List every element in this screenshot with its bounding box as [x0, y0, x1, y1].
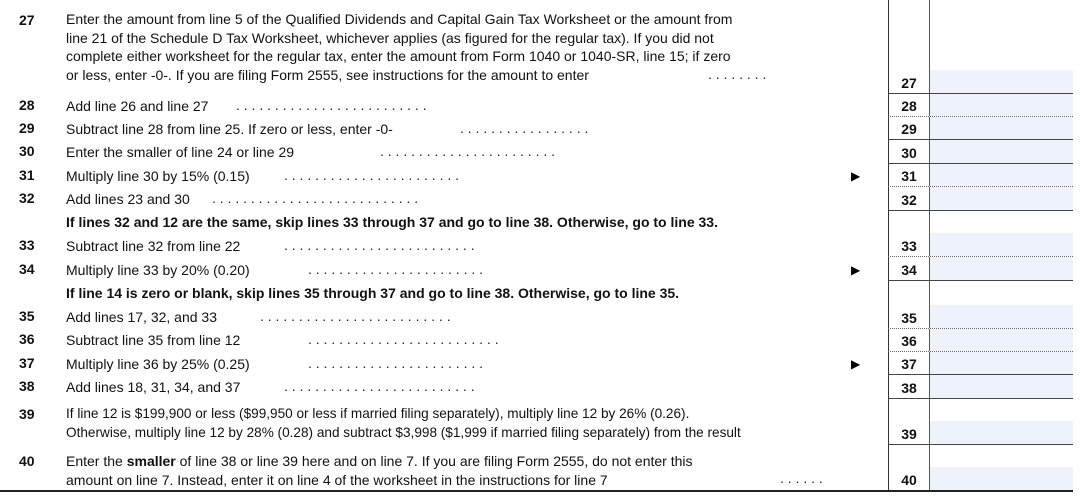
text-line: or less, enter -0-. If you are filing Form 2555, see instructions for the amount to enter [66, 66, 589, 83]
line-box-27: 27 [888, 0, 930, 93]
leader-dots: . . . . . . . . . . . . . . . . . [460, 120, 589, 136]
line-32-text: Add lines 23 and 30 [66, 191, 190, 207]
skip-instruction: If line 14 is zero or blank, skip lines 35 through 37 and go to line 38. Otherwise, go to line 35. [66, 285, 680, 301]
amount-field-40[interactable] [930, 445, 1073, 490]
amount-field-34[interactable] [930, 257, 1073, 280]
line-box-33: 33 [888, 211, 930, 256]
amount-field-36[interactable] [930, 329, 1073, 351]
line-number: 33 [19, 237, 35, 253]
leader-dots: . . . . . . . . [708, 66, 767, 82]
line-number: 34 [19, 261, 35, 277]
line-number: 29 [19, 120, 35, 136]
amount-field-33[interactable] [930, 211, 1073, 256]
line-number: 36 [19, 331, 35, 347]
amount-field-38[interactable] [930, 375, 1073, 398]
amount-field-35[interactable] [930, 281, 1073, 328]
arrow-right-icon: ▶ [851, 169, 861, 183]
text-line: Enter the amount from line 5 of the Qualified Dividends and Capital Gain Tax Worksheet or the amount from [66, 11, 733, 27]
line-number: 30 [19, 143, 35, 159]
line-40-text [66, 452, 872, 489]
leader-dots: . . . . . . . . . . . . . . . . . . . . . . . [308, 355, 484, 371]
line-number: 39 [19, 406, 35, 422]
leader-dots: . . . . . . . . . . . . . . . . . . . . . . . . . [284, 237, 475, 253]
text-line: Otherwise, multiply line 12 by 28% (0.28) and subtract $3,998 ($1,999 if married filing separately) from the result [66, 424, 741, 440]
line-38-text: Add lines 18, 31, 34, and 37 [66, 379, 241, 395]
amount-field-27[interactable] [930, 0, 1073, 93]
leader-dots: . . . . . . . . . . . . . . . . . . . . . . . . . [284, 378, 475, 394]
text-line: complete either worksheet for the regular tax, enter the amount from Form 1040 or 1040-SR, line 15; if zero [66, 48, 731, 64]
amount-field-37[interactable] [930, 352, 1073, 374]
line-box-32: 32 [888, 187, 930, 210]
line-box-28: 28 [888, 94, 930, 116]
leader-dots: . . . . . . [780, 470, 823, 486]
text-line: line 21 of the Schedule D Tax Worksheet, whichever applies (as figured for the regular tax). If you did not [66, 29, 714, 46]
line-box-36: 36 [888, 329, 930, 351]
line-number: 31 [19, 167, 35, 183]
line-30-text: Enter the smaller of line 24 or line 29 [66, 144, 295, 160]
leader-dots: . . . . . . . . . . . . . . . . . . . . . . . . . . . [212, 190, 419, 206]
amount-field-30[interactable] [930, 140, 1073, 163]
line-box-35: 35 [888, 281, 930, 328]
line-number: 27 [19, 12, 35, 28]
amount-field-28[interactable] [930, 94, 1073, 116]
line-28-text: Add line 26 and line 27 [66, 98, 209, 114]
text-line: If line 12 is $199,900 or less ($99,950 or less if married filing separately), multiply line 12 by 26% (0.26). [66, 406, 690, 421]
text-line: Enter the smaller of line 38 or line 39 here and on line 7. If you are filing Form 2555, do not enter this [66, 453, 693, 469]
line-box-37: 37 [888, 352, 930, 374]
line-number: 32 [19, 190, 35, 206]
bottom-rule [0, 490, 1073, 492]
line-29-text: Subtract line 28 from line 25. If zero or less, enter -0- [66, 121, 393, 137]
amount-field-29[interactable] [930, 117, 1073, 139]
skip-instruction: If lines 32 and 12 are the same, skip lines 33 through 37 and go to line 38. Otherwise, go to line 33. [66, 214, 718, 230]
leader-dots: . . . . . . . . . . . . . . . . . . . . . . . . . [308, 331, 499, 347]
line-box-39: 39 [888, 399, 930, 444]
line-number: 37 [19, 355, 35, 371]
line-31-text: Multiply line 30 by 15% (0.15) [66, 168, 250, 184]
leader-dots: . . . . . . . . . . . . . . . . . . . . . . . . . [260, 308, 451, 324]
leader-dots: . . . . . . . . . . . . . . . . . . . . . . . . . [236, 97, 427, 113]
line-box-40: 40 [888, 445, 930, 490]
arrow-right-icon: ▶ [851, 263, 861, 277]
amount-field-39[interactable] [930, 399, 1073, 444]
line-36-text: Subtract line 35 from line 12 [66, 332, 241, 348]
line-box-38: 38 [888, 375, 930, 398]
arrow-right-icon: ▶ [851, 357, 861, 371]
line-number: 40 [19, 453, 35, 469]
line-35-text: Add lines 17, 32, and 33 [66, 309, 218, 325]
leader-dots: . . . . . . . . . . . . . . . . . . . . . . . [284, 167, 460, 183]
line-number: 38 [19, 378, 35, 394]
line-box-34: 34 [888, 257, 930, 280]
line-37-text: Multiply line 36 by 25% (0.25) [66, 356, 250, 372]
line-number: 28 [19, 97, 35, 113]
text-line: amount on line 7. Instead, enter it on line 4 of the worksheet in the instructions for line 7 [66, 471, 608, 488]
line-box-30: 30 [888, 140, 930, 163]
line-box-31: 31 [888, 164, 930, 186]
line-34-text: Multiply line 33 by 20% (0.20) [66, 262, 250, 278]
line-39-text [66, 405, 872, 442]
leader-dots: . . . . . . . . . . . . . . . . . . . . . . . [380, 143, 556, 159]
line-number: 35 [19, 308, 35, 324]
line-box-29: 29 [888, 117, 930, 139]
leader-dots: . . . . . . . . . . . . . . . . . . . . . . . [308, 261, 484, 277]
line-33-text: Subtract line 32 from line 22 [66, 238, 241, 254]
amount-field-31[interactable] [930, 164, 1073, 186]
amount-field-32[interactable] [930, 187, 1073, 210]
